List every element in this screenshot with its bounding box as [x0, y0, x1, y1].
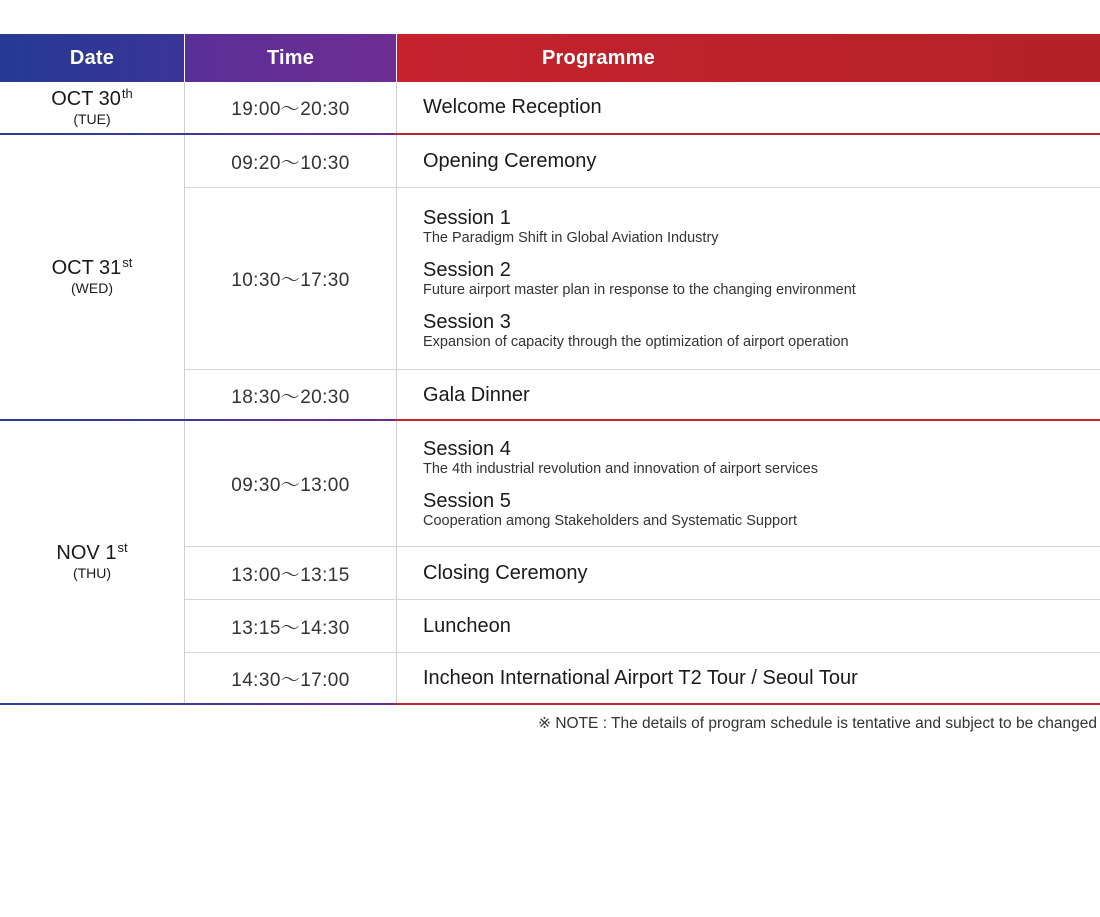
table-row	[185, 547, 1100, 600]
session-description: The Paradigm Shift in Global Aviation Industry	[423, 229, 719, 246]
session-title: Session 3	[423, 310, 511, 333]
session-title: Session 1	[423, 206, 511, 229]
date-suffix: th	[121, 85, 133, 101]
programme-title: Closing Ceremony	[423, 561, 588, 584]
date-suffix: st	[122, 255, 133, 270]
table-row	[185, 135, 1100, 188]
day-rows	[185, 135, 1100, 421]
date-text: OCT 30	[51, 87, 121, 110]
time-cell: 19:00～20:30	[185, 82, 397, 133]
session-item	[423, 490, 1100, 530]
date-suffix: st	[117, 540, 128, 555]
table-header	[0, 34, 1100, 82]
session-title: Session 2	[423, 258, 511, 281]
programme-cell	[397, 421, 1100, 546]
session-title: Session 4	[423, 437, 511, 460]
time-cell: 18:30～20:30	[185, 370, 397, 421]
table-row	[185, 653, 1100, 704]
time-cell: 10:30～17:30	[185, 188, 397, 369]
date-label	[52, 257, 133, 279]
session-description: Expansion of capacity through the optimization of airport operation	[423, 333, 849, 350]
table-row	[185, 600, 1100, 653]
session-item	[423, 259, 1100, 299]
time-cell: 13:15～14:30	[185, 600, 397, 652]
day-rows	[185, 82, 1100, 135]
programme-cell	[397, 653, 1100, 704]
table-row	[185, 82, 1100, 133]
session-item	[423, 207, 1100, 247]
programme-cell	[397, 135, 1100, 187]
programme-title: Welcome Reception	[423, 96, 602, 118]
session-item	[423, 438, 1100, 478]
schedule-table	[0, 34, 1100, 705]
day-block	[0, 135, 1100, 421]
session-title: Session 5	[423, 489, 511, 512]
day-rows	[185, 421, 1100, 705]
date-cell	[0, 82, 185, 135]
programme-cell	[397, 600, 1100, 652]
time-cell: 09:30～13:00	[185, 421, 397, 546]
schedule-note: ※ NOTE : The details of program schedule is tentative and subject to be changed	[538, 715, 1097, 732]
programme-title: Incheon International Airport T2 Tour / Seoul Tour	[423, 667, 858, 689]
table-row	[185, 370, 1100, 421]
programme-title: Gala Dinner	[423, 384, 530, 406]
date-cell	[0, 421, 185, 705]
time-cell: 09:20～10:30	[185, 135, 397, 187]
session-description: Future airport master plan in response to the changing environment	[423, 281, 856, 298]
time-cell: 13:00～13:15	[185, 547, 397, 599]
session-description: Cooperation among Stakeholders and Systematic Support	[423, 512, 797, 529]
table-row	[185, 188, 1100, 370]
weekday-label: (WED)	[71, 280, 113, 296]
date-label	[56, 542, 127, 564]
weekday-label: (TUE)	[73, 110, 111, 127]
programme-cell	[397, 370, 1100, 421]
programme-cell	[397, 188, 1100, 369]
date-cell	[0, 135, 185, 421]
weekday-label: (THU)	[72, 565, 112, 581]
programme-cell	[397, 547, 1100, 599]
session-item	[423, 311, 1100, 351]
date-text: NOV 1	[56, 542, 117, 564]
programme-title: Luncheon	[423, 614, 511, 637]
header-time: Time	[185, 34, 396, 82]
time-cell: 14:30～17:00	[185, 653, 397, 704]
table-row	[185, 421, 1100, 547]
header-date: Date	[0, 34, 184, 82]
programme-title: Opening Ceremony	[423, 149, 597, 172]
session-description: The 4th industrial revolution and innovation of airport services	[423, 460, 818, 477]
day-block	[0, 82, 1100, 135]
day-block	[0, 421, 1100, 705]
programme-cell	[397, 82, 1100, 133]
date-text: OCT 31	[51, 257, 122, 279]
date-label	[51, 85, 133, 110]
header-programme: Programme	[397, 34, 1100, 82]
